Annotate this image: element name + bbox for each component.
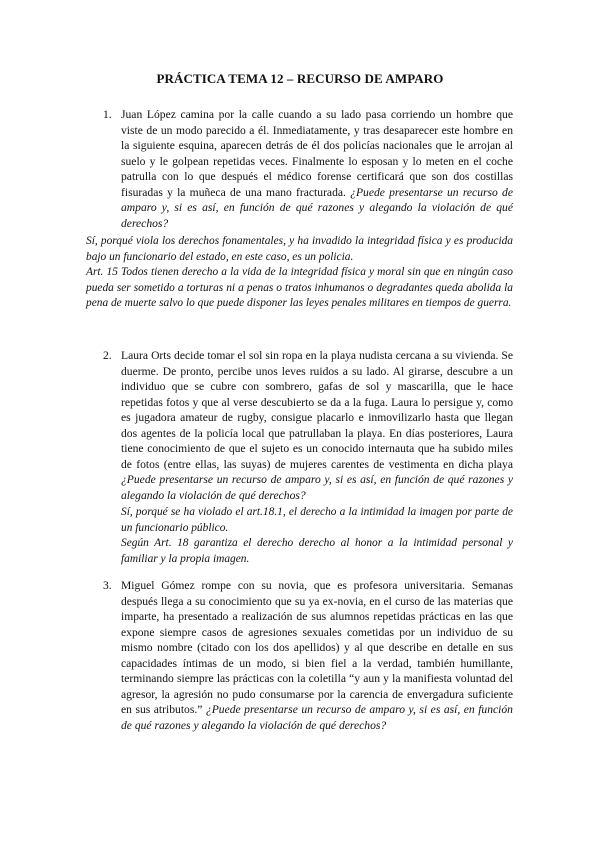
answer-1 xyxy=(86,234,513,312)
answer-paragraph: Art. 15 Todos tienen derecho a la vida de la integridad física y moral sin que en ningún caso pueda ser sometido a torturas ni a penas o tratos inhumanos o degradantes queda abolida la pena de muerte salvo lo que puede disponer las leyes penales militares en tiempos de guerra. xyxy=(86,266,513,309)
question-1 xyxy=(103,107,513,231)
question-number: 2. xyxy=(103,349,112,362)
question-prompt: ¿Puede presentarse un recurso de amparo y, si es así, en función de qué razones y alegando la violación de qué derechos? xyxy=(121,473,513,502)
question-number: 1. xyxy=(103,108,112,121)
question-prompt: ¿Puede presentarse un recurso de amparo y, si es así, en función de qué razones y alegando la violación de qué derechos? xyxy=(121,703,513,732)
question-prompt: ¿Puede presentarse un recurso de amparo y, si es así, en función de qué razones y alegando la violación de qué derechos? xyxy=(121,185,513,230)
answer-paragraph: Sí, porqué viola los derechos fonamentales, y ha invadido la integridad física y es producida bajo un funcionario del estado, en este caso, es un policia. xyxy=(86,235,513,263)
document-title: PRÁCTICA TEMA 12 – RECURSO DE AMPARO xyxy=(156,71,444,86)
answer-paragraph: Según Art. 18 garantiza el derecho derecho al honor a la intimidad personal y familiar y la propia imagen. xyxy=(121,537,513,565)
question-2 xyxy=(103,348,513,503)
question-number: 3. xyxy=(103,579,112,592)
answer-2 xyxy=(121,505,513,567)
question-text: Miguel Gómez rompe con su novia, que es profesora universitaria. Semanas después llega a su conocimiento que su ya ex-novia, en el curso de las materias que imparte, ha presentado a realización de sus alumnos repetidas prácticas en las que expone siempre casos de agresiones sexuales cometidas por un individuo de su mismo nombre (citado con los dos apellidos) y al que describe en detalle en sus capacidades íntimas de un modo, si bien fiel a la verdad, también humillante, terminando siempre las prácticas con la coletilla “y aun y la manifiesta voluntad del agresor, la agresión no pudo consumarse por la carencia de envergadura suficiente en sus atributos.” xyxy=(121,579,513,716)
question-text: Juan López camina por la calle cuando a su lado pasa corriendo un hombre que viste de un modo parecido a él. Inmediatamente, y tras desaparecer este hombre en la siguiente esquina, aparecen detrás de él dos policías nacionales que le arrojan al suelo y le golpean repetidas veces. Finalmente lo esposan y lo meten en el coche patrulla con lo que después el médico forense certificará que son dos costillas fisuradas y la muñeca de una mano fracturada. xyxy=(121,108,513,199)
question-3 xyxy=(103,578,513,733)
answer-paragraph: Sí, porqué se ha violado el art.18.1, el derecho a la intimidad la imagen por parte de un funcionario público. xyxy=(121,506,513,534)
question-text: Laura Orts decide tomar el sol sin ropa en la playa nudista cercana a su vivienda. Se duerme. De pronto, percibe unos leves ruidos a su lado. Al girarse, descubre a un individuo que se cubre con sombrero, gafas de sol y mascarilla, que le hace repetidas fotos y que al verse descubierto se da a la fuga. Laura lo persigue y, como es jugadora amateur de rugby, consigue placarlo e inmovilizarlo hasta que llegan dos agentes de la policía local que patrullaban la playa. En días posteriores, Laura tiene conocimiento de que el sujeto es un conocido internauta que ha subido miles de fotos (entre ellas, las suyas) de mujeres carentes de vestimenta en dicha playa xyxy=(121,349,513,471)
